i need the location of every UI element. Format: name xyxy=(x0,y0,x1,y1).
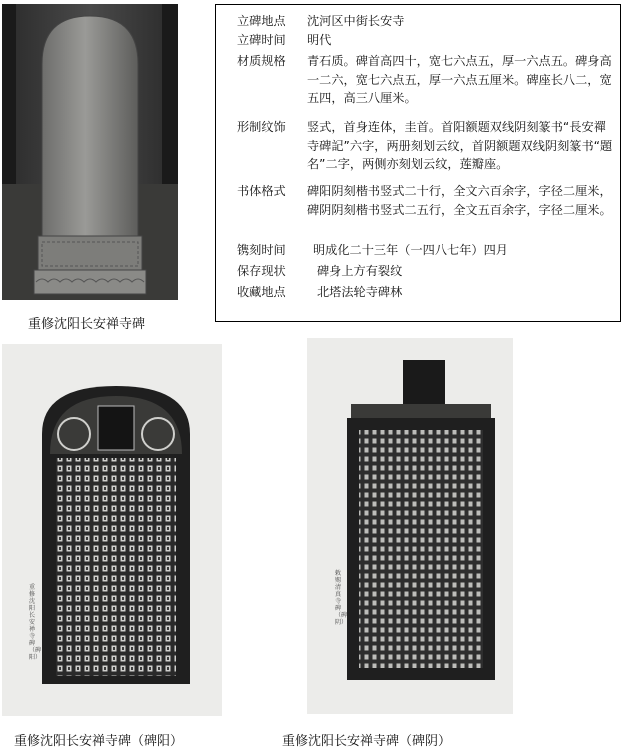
rubbing-front-side-label: 重修沈阳长安禅寺碑（碑阳） xyxy=(29,584,42,661)
rubbing-back-side-label: 敕赐清真寺碑（碑阴） xyxy=(335,570,348,626)
info-label: 立碑时间 xyxy=(237,33,286,47)
rubbing-back-caption: 重修沈阳长安禅寺碑（碑阴） xyxy=(282,734,452,749)
stele-info-box xyxy=(215,4,621,322)
info-value: 沈河区中街长安寺 xyxy=(307,14,405,28)
info-value: 碑阳阴刻楷书竖式二十行，全文六百余字，字径二厘米，碑阴阴刻楷书竖式二五行，全文五百余字，字径二厘米。 xyxy=(307,184,612,217)
info-value: 北塔法轮寺碑林 xyxy=(317,285,403,299)
info-value: 明代 xyxy=(307,33,332,47)
info-label: 形制纹饰 xyxy=(237,120,286,134)
rubbing-back-graphic xyxy=(307,338,513,714)
info-value: 竖式，首身连体，圭首。首阳额题双线阴刻篆书“長安禪寺碑記”六字，两册刻划云纹，首阴额题双线阴刻篆书“題名”二字，两侧亦刻划云纹，莲瓣座。 xyxy=(307,120,613,172)
stele-photo-caption: 重修沈阳长安禅寺碑 xyxy=(28,317,146,332)
info-label: 镌刻时间 xyxy=(237,243,286,257)
info-label: 立碑地点 xyxy=(237,14,286,28)
info-value: 碑身上方有裂纹 xyxy=(317,264,403,278)
rubbing-front-caption: 重修沈阳长安禅寺碑（碑阳） xyxy=(14,734,184,749)
info-label: 材质规格 xyxy=(237,54,286,68)
info-label: 保存现状 xyxy=(237,264,286,278)
stele-photo xyxy=(2,4,178,300)
stele-photo-graphic xyxy=(2,4,178,300)
rubbing-front xyxy=(2,344,222,716)
info-value: 青石质。碑首高四十，宽七六点五，厚一六点五。碑身高一二六，宽七六点五，厚一六点五厘米。碑座长八二，宽五四，高三八厘米。 xyxy=(307,54,612,106)
info-value: 明成化二十三年（一四八七年）四月 xyxy=(313,243,508,257)
info-label: 书体格式 xyxy=(237,184,286,198)
rubbing-back xyxy=(307,338,513,714)
info-label: 收藏地点 xyxy=(237,285,286,299)
